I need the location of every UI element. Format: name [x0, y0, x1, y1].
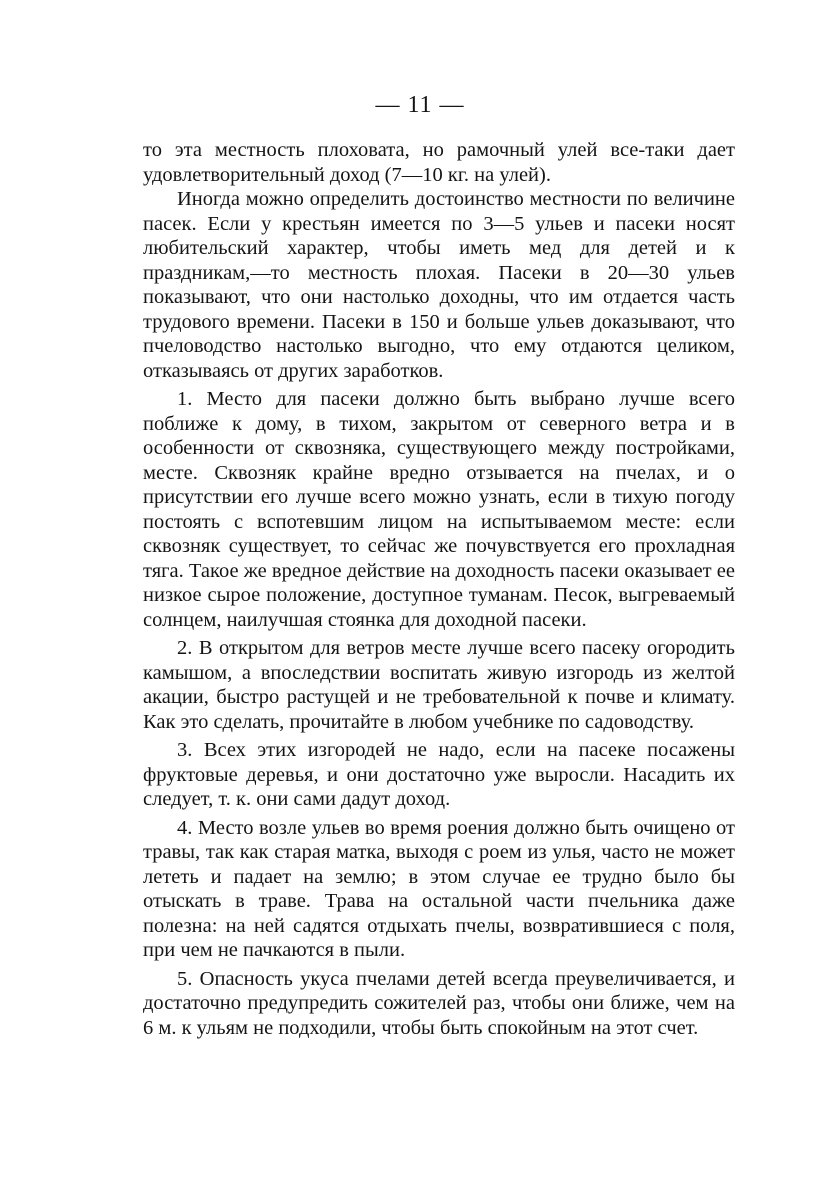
body-text [143, 138, 735, 1040]
paragraph-item-5: 5. Опасность укуса пчелами детей всегда преувеличивается, и достаточно предупредить сожителей раз, чтобы они ближе, чем на 6 м. к ульям не подходили, чтобы быть спокойным на этот счет. [143, 967, 735, 1039]
paragraph-item-2: 2. В открытом для ветров месте лучше всего пасеку огородить камышом, а впоследствии воспитать живую изгородь из желтой акации, быстро растущей и не требовательной к почве и климату. Как это сделать, прочитайте в любом учебнике по садоводству. [143, 637, 735, 733]
paragraph-intro: Иногда можно определить достоинство местности по величине пасек. Если у крестьян имеется по 3—5 ульев и пасеки носят любительский характер, чтобы иметь мед для детей и к праздникам,—то местность плохая. Пасеки в 20—30 ульев показывают, что они настолько доходны, что им отдается часть трудового времени. Пасеки в 150 и больше ульев доказывают, что пчеловодство настолько выгодно, что ему отдаются целиком, отказываясь от других заработков. [143, 188, 735, 382]
paragraph-continuation: то эта местность плоховата, но рамочный улей все-таки дает удовлетворительный доход (7—10 кг. на улей). [143, 139, 735, 186]
paragraph-item-1: 1. Место для пасеки должно быть выбрано лучше всего поближе к дому, в тихом, закрытом от северного ветра и в особенности от сквозняка, существующего между постройками, месте. Сквозняк крайне вредно отзывается на пчелах, и о присутствии его лучше всего можно узнать, если в тихую погоду постоять с вспотевшим лицом на испытываемом месте: если сквозняк существует, то сейчас же почувствуется его прохладная тяга. Такое же вредное действие на доходность пасеки оказывает ее низкое сырое положение, доступное туманам. Песок, выгреваемый солнцем, наилучшая стоянка для доходной пасеки. [143, 388, 735, 631]
paragraph-item-3: 3. Всех этих изгородей не надо, если на пасеке посажены фруктовые деревья, и они достаточно уже выросли. Насадить их следует, т. к. они сами дадут доход. [143, 739, 735, 810]
page-number: — 11 — [375, 92, 465, 118]
paragraph-item-4: 4. Место возле ульев во время роения должно быть очищено от травы, так как старая матка, выходя с роем из улья, часто не может лететь и падает на землю; в этом случае ее трудно было бы отыскать в траве. Трава на остальной части пчельника даже полезна: на ней садятся отдыхать пчелы, возвратившиеся с поля, при чем не пачкаются в пыли. [143, 816, 735, 961]
